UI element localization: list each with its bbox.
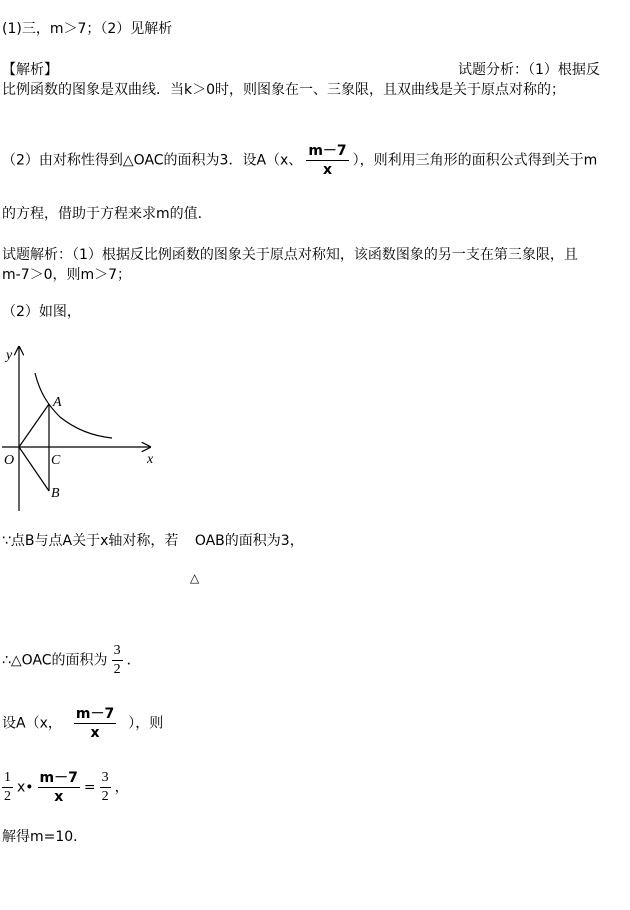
y-axis-label: y [6, 348, 13, 363]
segment-ob [19, 447, 49, 491]
therefore-text: ∴△OAC的面积为 [2, 652, 108, 669]
set-a-fraction [74, 706, 116, 741]
analysis-label: 【解析】 [2, 62, 58, 78]
hyperbola-curve [35, 373, 112, 438]
eq-mid-denominator: x [54, 789, 64, 805]
analysis-heading: 试题分析：（1）根据反 [458, 62, 600, 78]
eq-rhs-fraction [100, 770, 111, 805]
solution-line-1: 试题解析：（1）根据反比例函数的图象关于原点对称知，该函数图象的另一支在第三象限，且 [2, 247, 578, 263]
answer-line: (1)三，m＞7；（2）见解析 [2, 21, 173, 37]
because-triangle-text: OAB的面积为3， [194, 533, 304, 549]
eq-end: ， [114, 779, 129, 796]
point-b-label: B [51, 486, 60, 501]
therefore-end: ． [126, 652, 141, 669]
eq-rhs-denominator: 2 [101, 789, 109, 804]
eq-half-numerator: 1 [2, 770, 13, 788]
part2-frac-denominator: x [322, 162, 333, 178]
point-c-label: C [51, 453, 61, 468]
point-a-label: A [53, 395, 62, 410]
part2-prefix: （2）由对称性得到△OAC的面积为3．设A（x、 [2, 152, 303, 169]
set-a-suffix: ），则 [128, 715, 164, 732]
equation-line [2, 770, 129, 805]
part2-suffix: ），则利用三角形的面积公式得到关于m [352, 152, 598, 169]
set-a-denominator: x [90, 725, 100, 741]
solution-part2-intro: （2）如图， [2, 304, 81, 320]
eq-half-denominator: 2 [4, 789, 11, 804]
set-a-prefix: 设A（x， [2, 715, 62, 732]
triangle-symbol: △ [190, 571, 200, 585]
solution-line-2: m-7＞0，则m＞7； [2, 267, 132, 283]
set-a-numerator: m－7 [75, 706, 115, 722]
three-halves-denominator: 2 [113, 662, 121, 677]
eq-x: x• [17, 779, 34, 796]
eq-rhs-numerator: 3 [100, 770, 111, 788]
because-line [2, 532, 304, 550]
x-axis-label: x [147, 452, 154, 467]
therefore-line [2, 643, 141, 678]
because-prefix: ∵点B与点A关于x轴对称，若 [2, 533, 179, 549]
eq-half-fraction [2, 770, 13, 805]
part2-fraction [306, 143, 348, 178]
analysis-line-2: 比例函数的图象是双曲线．当k＞0时，则图象在一、三象限，且双曲线是关于原点对称的； [2, 82, 566, 98]
set-a-line [2, 706, 163, 741]
eq-equals: = [83, 779, 96, 796]
three-halves-numerator: 3 [112, 643, 123, 661]
final-answer-line: 解得m=10． [2, 829, 88, 845]
analysis-part2-line-2: 的方程，借助于方程来求m的值． [2, 206, 212, 222]
eq-mid-numerator: m－7 [39, 770, 78, 786]
eq-mid-fraction [38, 770, 80, 805]
analysis-part2 [2, 143, 597, 178]
three-halves-fraction [112, 643, 123, 678]
hyperbola-graph [0, 343, 170, 518]
part2-frac-numerator: m－7 [308, 143, 347, 159]
segment-oa [19, 404, 49, 447]
origin-label: O [4, 453, 15, 468]
